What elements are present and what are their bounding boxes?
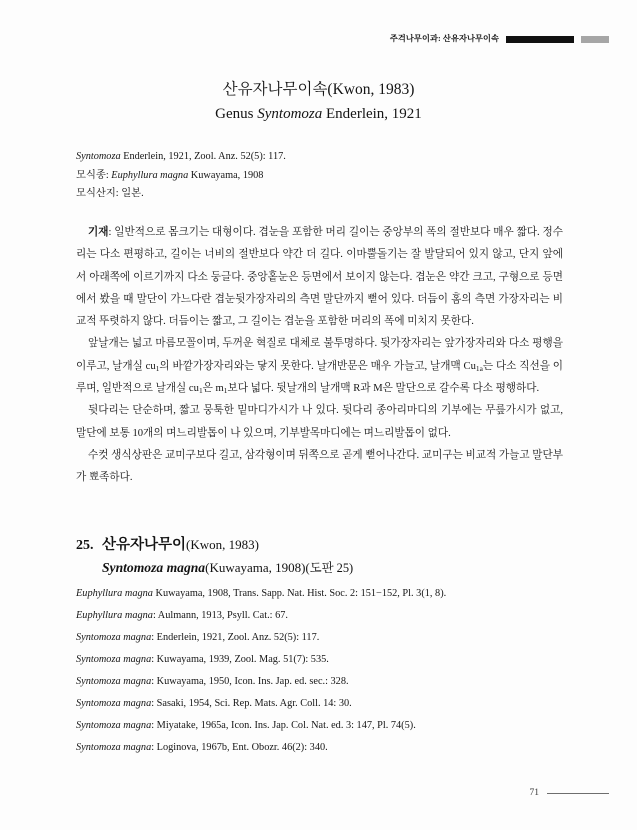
genus-title-latin-prefix: Genus: [215, 106, 258, 122]
synonymy-entry: [76, 715, 576, 737]
species-binomial-authority: (Kuwayama, 1908): [205, 560, 306, 575]
genus-type-locality-text: 모식산지: 일본.: [76, 188, 144, 199]
description-paragraph-1-text: : 일반적으로 몸크기는 대형이다. 겹눈을 포함한 머리 길이는 중앙부의 폭의 절반보다 매우 짧다. 정수리는 다소 편평하고, 길이는 너비의 절반보다 약간 더 길다. 이마뿔돌기는 잘 발달되어 있지 않고, 단지 앞에서 아래쪽에 이르기까지 다소 둥글다. 중앙홑눈은 등면에서 보이지 않는다. 겹눈은 약간 크고, 구형으로 등면에서 봤을 때 말단이 가느다란 겹눈뒷가장자리의 측면 말단까지 뻗어 있다. 더듬이 홈의 측면 가장자리는 비교적 뚜렷하지 않다. 더듬이는 짧고, 그 길이는 겹눈을 포함한 머리의 폭에 미치지 못한다.: [76, 227, 563, 328]
synonymy-reference: : Kuwayama, 1950, Icon. Ins. Jap. ed. sec.: 328.: [151, 676, 349, 687]
synonymy-list: [76, 583, 576, 759]
running-header: [390, 33, 609, 45]
species-heading-line-korean: [76, 534, 563, 556]
description-paragraph-2-d: 은 m: [202, 383, 224, 395]
description-paragraph-2-c: 는 다소 직선을 이루며, 일반적으로 날개실 cu: [76, 360, 563, 395]
genus-citation-italic: Syntomoza: [76, 151, 121, 162]
description-section: [76, 222, 563, 490]
synonymy-taxon-name: Syntomoza magna: [76, 654, 152, 665]
genus-type-locality-line: [76, 185, 546, 204]
subscript-cu1-first: 1: [155, 364, 160, 374]
genus-title-latin-name: Syntomoza: [257, 106, 323, 122]
species-plate-reference: (도판 25): [305, 561, 354, 575]
subscript-m1: 1: [223, 386, 228, 396]
genus-title-latin-suffix: Enderlein, 1921: [322, 106, 422, 122]
synonymy-taxon-name: Syntomoza magna: [76, 720, 152, 731]
header-bar-gray: [581, 36, 609, 43]
synonymy-taxon-name: Euphyllura magna: [76, 610, 153, 621]
synonymy-entry: [76, 693, 576, 715]
synonymy-entry: [76, 627, 576, 649]
species-binomial: Syntomoza magna: [102, 560, 206, 575]
description-paragraph-3: 뒷다리는 단순하며, 짧고 뭉툭한 밑마디가시가 나 있다. 뒷다리 종아리마디의 기부에는 무릎가시가 없고, 말단에 보통 10개의 며느리발톱이 나 있으며, 기부발목마디에는 며느리발톱이 없다.: [76, 405, 563, 439]
synonymy-reference: : Kuwayama, 1939, Zool. Mag. 51(7): 535.: [151, 654, 329, 665]
synonymy-taxon-name: Syntomoza magna: [76, 676, 152, 687]
synonymy-entry: [76, 583, 576, 605]
synonymy-taxon-name: Syntomoza magna: [76, 632, 152, 643]
species-authority: (Kwon, 1983): [186, 537, 259, 552]
description-paragraph-2-e: 보다 넓다. 뒷날개의 날개맥 R과 M은 말단으로 갈수록 다소 평행하다.: [227, 383, 540, 395]
synonymy-entry: [76, 649, 576, 671]
genus-citation-line: [76, 148, 546, 167]
description-paragraph-4: 수컷 생식상판은 교미구보다 길고, 삼각형이며 뒤쪽으로 곧게 뻗어나간다. 교미구는 비교적 가늘고 말단부가 뾰족하다.: [76, 449, 563, 484]
synonymy-taxon-name: Euphyllura magna: [76, 588, 153, 599]
description-paragraph-2-b: 의 바깥가장자리와는 닿지 못한다. 날개반문은 매우 가늘고, 날개맥 Cu: [159, 360, 476, 372]
genus-type-species-rest: Kuwayama, 1908: [188, 169, 264, 181]
page-number: 71: [529, 787, 539, 798]
synonymy-entry: [76, 605, 576, 627]
footer-rule: [547, 793, 609, 794]
synonymy-reference: : Aulmann, 1913, Psyll. Cat.: 67.: [152, 610, 288, 621]
synonymy-entry: [76, 737, 576, 759]
genus-type-species-label: 모식종:: [76, 169, 112, 181]
synonymy-reference: : Sasaki, 1954, Sci. Rep. Mats. Agr. Coll. 14: 30.: [151, 698, 352, 709]
subscript-cu1-second: 1: [198, 386, 203, 396]
genus-title-block: [0, 78, 637, 126]
page-footer: [530, 789, 610, 799]
synonymy-taxon-name: Syntomoza magna: [76, 742, 152, 753]
description-label: 기재: [88, 227, 109, 238]
species-name-korean: 산유자나무이: [102, 537, 187, 553]
synonymy-reference: : Enderlein, 1921, Zool. Anz. 52(5): 117.: [151, 632, 320, 643]
running-header-text: 주걱나무이과: 산유자나무이속: [389, 33, 499, 43]
synonymy-reference: : Loginova, 1967b, Ent. Obozr. 46(2): 340.: [151, 742, 328, 753]
species-number: 25.: [76, 538, 94, 553]
genus-citation-rest: Enderlein, 1921, Zool. Anz. 52(5): 117.: [120, 151, 286, 162]
description-paragraph-2: [76, 333, 563, 400]
species-heading: [76, 534, 563, 579]
synonymy-reference: : Miyatake, 1965a, Icon. Ins. Jap. Col. Nat. ed. 3: 147, Pl. 74(5).: [151, 720, 416, 731]
genus-title-korean: 산유자나무이속(Kwon, 1983): [222, 81, 415, 98]
genus-title-latin: [0, 103, 637, 126]
synonymy-reference: Kuwayama, 1908, Trans. Sapp. Nat. Hist. Soc. 2: 151−152, Pl. 3(1, 8).: [152, 588, 447, 599]
synonymy-entry: [76, 671, 576, 693]
genus-type-species-name: Euphyllura magna: [111, 169, 189, 181]
description-paragraph-1: [76, 222, 563, 333]
description-paragraph-2-a: 앞날개는 넓고 마름모꼴이며, 두꺼운 혁질로 대체로 불투명하다. 뒷가장자리는 앞가장자리와 다소 평행을 이루고, 날개실 cu: [76, 338, 563, 372]
genus-citation-list: [76, 148, 546, 204]
genus-type-species-line: [76, 167, 546, 186]
species-heading-line-latin: [76, 557, 563, 579]
synonymy-taxon-name: Syntomoza magna: [76, 698, 152, 709]
subscript-cu1a: 1a: [475, 364, 483, 374]
header-bar-black: [506, 36, 574, 43]
